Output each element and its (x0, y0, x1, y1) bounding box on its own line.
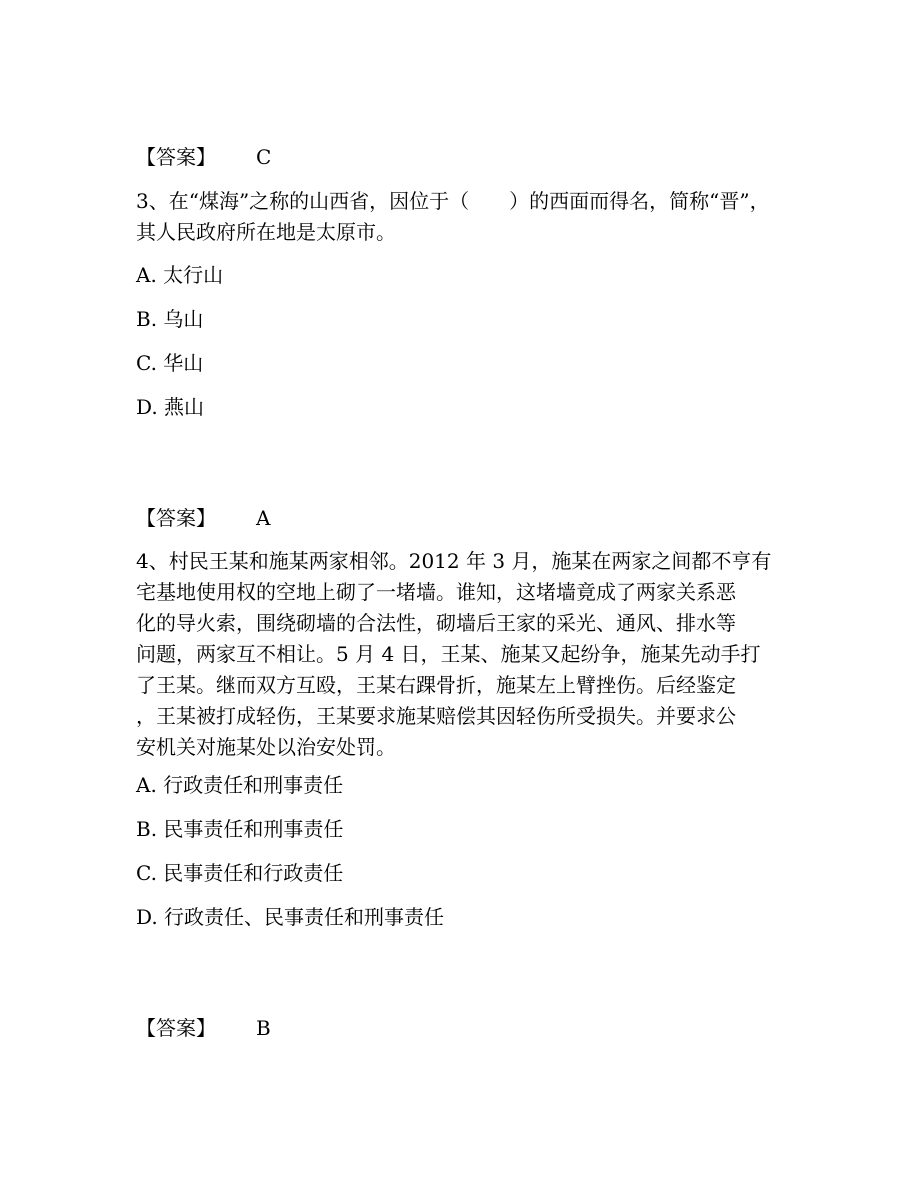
question-3-option-c: C. 华山 (136, 351, 204, 375)
question-4-option-b: B. 民事责任和刑事责任 (136, 817, 344, 841)
answer-value: B (256, 1016, 271, 1040)
question-3-option-a: A. 太行山 (136, 263, 224, 287)
question-3-option-d: D. 燕山 (136, 395, 205, 419)
question-4-line-5: 了王某。继而双方互殴，王某右踝骨折，施某左上臂挫伤。后经鉴定 (136, 673, 736, 697)
question-4-option-a: A. 行政责任和刑事责任 (136, 773, 344, 797)
question-4-option-c: C. 民事责任和行政责任 (136, 861, 344, 885)
question-4-line-1: 4、村民王某和施某两家相邻。2012 年 3 月，施某在两家之间都不亨有 (136, 549, 772, 573)
question-3 (136, 186, 786, 248)
question-4-line-7: 安机关对施某处以治安处罚。 (136, 735, 396, 759)
question-4 (136, 546, 786, 763)
answer-label: 【答案】 (136, 1016, 216, 1040)
question-4-line-4: 问题，两家互不相让。5 月 4 日，王某、施某又起纷争，施某先动手打 (136, 642, 761, 666)
answer-value: A (256, 506, 271, 530)
answer-value: C (256, 145, 272, 169)
answer-1 (136, 142, 271, 172)
question-3-line-2: 其人民政府所在地是太原市。 (136, 220, 396, 244)
question-3-option-b: B. 乌山 (136, 307, 204, 331)
answer-3 (136, 1013, 271, 1043)
answer-2 (136, 503, 270, 533)
question-3-line-1: 3、在“煤海”之称的山西省，因位于（ ）的西面而得名，简称“晋”， (136, 189, 770, 213)
question-4-line-3: 化的导火索，围绕砌墙的合法性，砌墙后王家的采光、通风、排水等 (136, 611, 736, 635)
answer-label: 【答案】 (136, 145, 216, 169)
question-4-line-6: ，王某被打成轻伤，王某要求施某赔偿其因轻伤所受损失。并要求公 (136, 704, 736, 728)
answer-label: 【答案】 (136, 506, 216, 530)
question-4-option-d: D. 行政责任、民事责任和刑事责任 (136, 905, 445, 929)
question-4-line-2: 宅基地使用权的空地上砌了一堵墙。谁知，这堵墙竟成了两家关系恶 (136, 580, 736, 604)
